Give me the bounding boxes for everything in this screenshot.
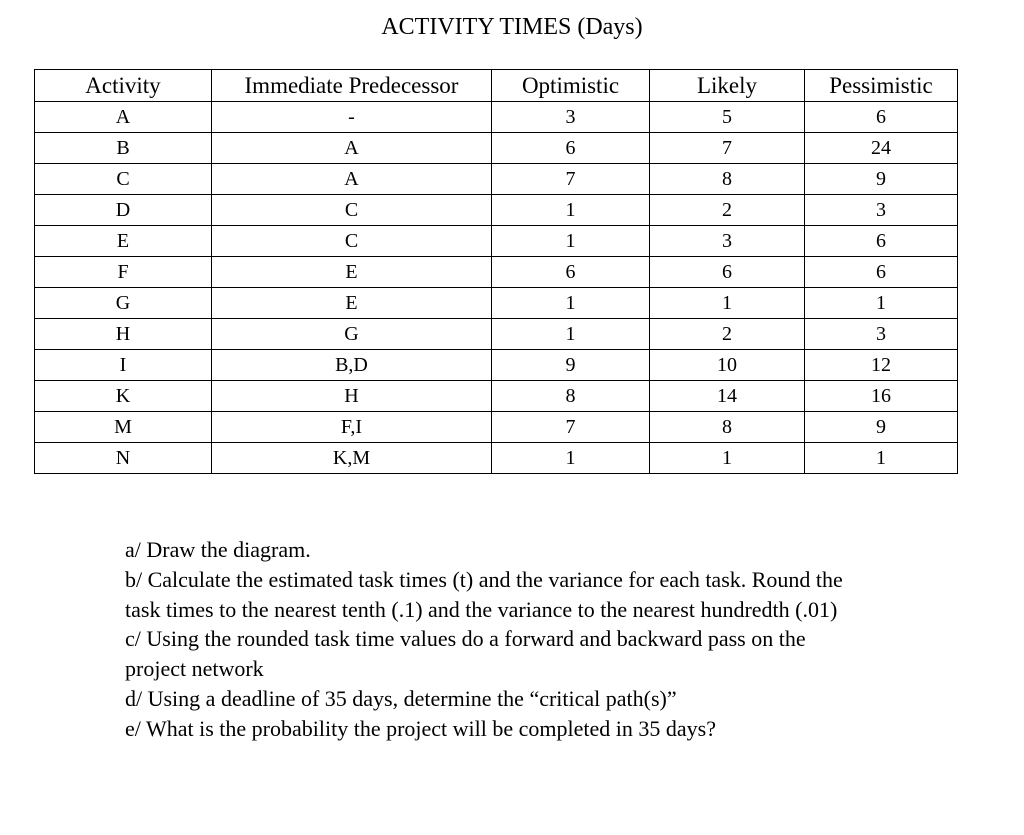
question-list	[125, 535, 985, 744]
cell-likely: 2	[650, 319, 805, 350]
page-title: ACTIVITY TIMES (Days)	[381, 14, 643, 40]
cell-predecessor: C	[212, 226, 492, 257]
cell-pessimistic: 3	[805, 319, 958, 350]
cell-predecessor: G	[212, 319, 492, 350]
cell-activity: A	[35, 102, 212, 133]
header-likely: Likely	[650, 70, 805, 102]
header-optimistic: Optimistic	[492, 70, 650, 102]
table-row	[35, 412, 958, 443]
cell-optimistic: 7	[492, 164, 650, 195]
cell-optimistic: 6	[492, 257, 650, 288]
cell-activity: E	[35, 226, 212, 257]
cell-likely: 14	[650, 381, 805, 412]
cell-optimistic: 1	[492, 226, 650, 257]
cell-likely: 8	[650, 412, 805, 443]
table-row	[35, 102, 958, 133]
cell-activity: N	[35, 443, 212, 474]
table-row	[35, 195, 958, 226]
question-d: d/ Using a deadline of 35 days, determine the “critical path(s)”	[125, 685, 677, 711]
question-a: a/ Draw the diagram.	[125, 537, 311, 562]
cell-activity: M	[35, 412, 212, 443]
cell-pessimistic: 1	[805, 288, 958, 319]
cell-predecessor: A	[212, 164, 492, 195]
table-row	[35, 288, 958, 319]
cell-likely: 5	[650, 102, 805, 133]
cell-predecessor: B,D	[212, 350, 492, 381]
question-e: e/ What is the probability the project will be completed in 35 days?	[125, 715, 716, 741]
cell-predecessor: K,M	[212, 443, 492, 474]
cell-activity: G	[35, 288, 212, 319]
header-activity: Activity	[35, 70, 212, 102]
cell-activity: D	[35, 195, 212, 226]
question-c-line-1: c/ Using the rounded task time values do a forward and backward pass on the	[125, 626, 806, 652]
cell-pessimistic: 24	[805, 133, 958, 164]
cell-likely: 7	[650, 133, 805, 164]
cell-optimistic: 1	[492, 443, 650, 474]
cell-predecessor: C	[212, 195, 492, 226]
cell-optimistic: 1	[492, 319, 650, 350]
cell-predecessor: F,I	[212, 412, 492, 443]
cell-pessimistic: 12	[805, 350, 958, 381]
cell-likely: 3	[650, 226, 805, 257]
header-immediate-predecessor: Immediate Predecessor	[212, 70, 492, 102]
cell-pessimistic: 16	[805, 381, 958, 412]
table-row	[35, 164, 958, 195]
cell-pessimistic: 6	[805, 226, 958, 257]
cell-pessimistic: 1	[805, 443, 958, 474]
cell-activity: B	[35, 133, 212, 164]
cell-predecessor: E	[212, 257, 492, 288]
cell-likely: 6	[650, 257, 805, 288]
table-row	[35, 133, 958, 164]
cell-predecessor: H	[212, 381, 492, 412]
question-c-line-2: project network	[125, 656, 264, 682]
cell-pessimistic: 3	[805, 195, 958, 226]
cell-optimistic: 3	[492, 102, 650, 133]
cell-likely: 1	[650, 288, 805, 319]
cell-likely: 10	[650, 350, 805, 381]
table-row	[35, 257, 958, 288]
cell-predecessor: -	[212, 102, 492, 133]
table-row	[35, 226, 958, 257]
cell-predecessor: E	[212, 288, 492, 319]
cell-activity: C	[35, 164, 212, 195]
question-b-line-2: task times to the nearest tenth (.1) and the variance to the nearest hundredth (.01)	[125, 596, 838, 622]
table-row	[35, 381, 958, 412]
cell-optimistic: 1	[492, 195, 650, 226]
cell-optimistic: 1	[492, 288, 650, 319]
question-b-line-1: b/ Calculate the estimated task times (t) and the variance for each task. Round the	[125, 566, 843, 592]
cell-pessimistic: 6	[805, 257, 958, 288]
table-row	[35, 350, 958, 381]
table-row	[35, 319, 958, 350]
table-header-row	[35, 70, 958, 102]
cell-predecessor: A	[212, 133, 492, 164]
cell-pessimistic: 9	[805, 412, 958, 443]
cell-optimistic: 9	[492, 350, 650, 381]
cell-activity: I	[35, 350, 212, 381]
cell-optimistic: 8	[492, 381, 650, 412]
cell-optimistic: 7	[492, 412, 650, 443]
cell-pessimistic: 6	[805, 102, 958, 133]
activity-times-table	[34, 69, 958, 474]
cell-pessimistic: 9	[805, 164, 958, 195]
cell-activity: K	[35, 381, 212, 412]
cell-likely: 1	[650, 443, 805, 474]
cell-optimistic: 6	[492, 133, 650, 164]
header-pessimistic: Pessimistic	[805, 70, 958, 102]
cell-activity: F	[35, 257, 212, 288]
cell-likely: 2	[650, 195, 805, 226]
cell-likely: 8	[650, 164, 805, 195]
cell-activity: H	[35, 319, 212, 350]
table-row	[35, 443, 958, 474]
